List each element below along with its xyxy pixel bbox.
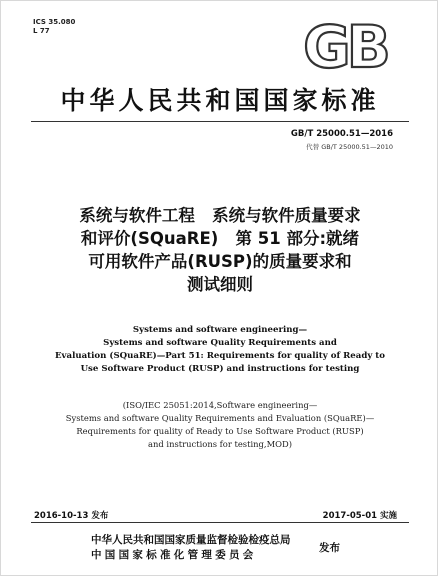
gb-logo — [296, 15, 394, 75]
english-title-line: Systems and software Quality Requirements and — [103, 338, 337, 348]
english-title-line: Systems and software engineering— — [132, 325, 308, 335]
standard-number: GB/T 25000.51—2016 — [290, 129, 393, 139]
issue-label: 发布 — [319, 542, 340, 554]
iso-reference-line: (ISO/IEC 25051:2014,Software engineering— — [122, 400, 318, 410]
chinese-title-line: 可用软件产品(RUSP)的质量要求和 — [88, 252, 352, 271]
publisher-line: 中华人民共和国国家质量监督检验检疫总局 — [91, 534, 291, 546]
replaced-standard: 代替 GB/T 25000.51—2010 — [306, 143, 393, 151]
chinese-title-line: 系统与软件工程 系统与软件质量要求 — [79, 206, 361, 225]
publisher-line: 中国国家标准化管理委员会 — [91, 549, 257, 561]
english-title — [1, 324, 438, 376]
footer-divider — [31, 522, 409, 523]
english-title-line: Use Software Product (RUSP) and instructions for testing — [80, 364, 360, 374]
iso-reference-line: Requirements for quality of Ready to Use Software Product (RUSP) — [76, 426, 364, 436]
iso-reference — [1, 399, 438, 451]
implementation-date: 2017-05-01 实施 — [322, 511, 397, 521]
classification-codes — [33, 18, 75, 36]
ics-code: ICS 35.080 — [33, 18, 76, 26]
chinese-title-line: 测试细则 — [187, 275, 253, 294]
chinese-title — [1, 204, 438, 296]
issuing-org-title: 中华人民共和国国家标准 — [60, 86, 380, 115]
issue-date: 2016-10-13 发布 — [34, 511, 109, 521]
header-divider — [31, 121, 409, 122]
ccs-code: L 77 — [33, 27, 50, 35]
english-title-line: Evaluation (SQuaRE)—Part 51: Requirements for quality of Ready to — [54, 351, 386, 361]
gb-logo-text: GB — [303, 15, 387, 75]
chinese-title-line: 和评价(SQuaRE) 第 51 部分:就绪 — [80, 229, 360, 248]
publishers — [91, 533, 291, 563]
iso-reference-line: Systems and software Quality Requirements and Evaluation (SQuaRE)— — [65, 413, 375, 423]
iso-reference-line: and instructions for testing,MOD) — [148, 439, 292, 449]
